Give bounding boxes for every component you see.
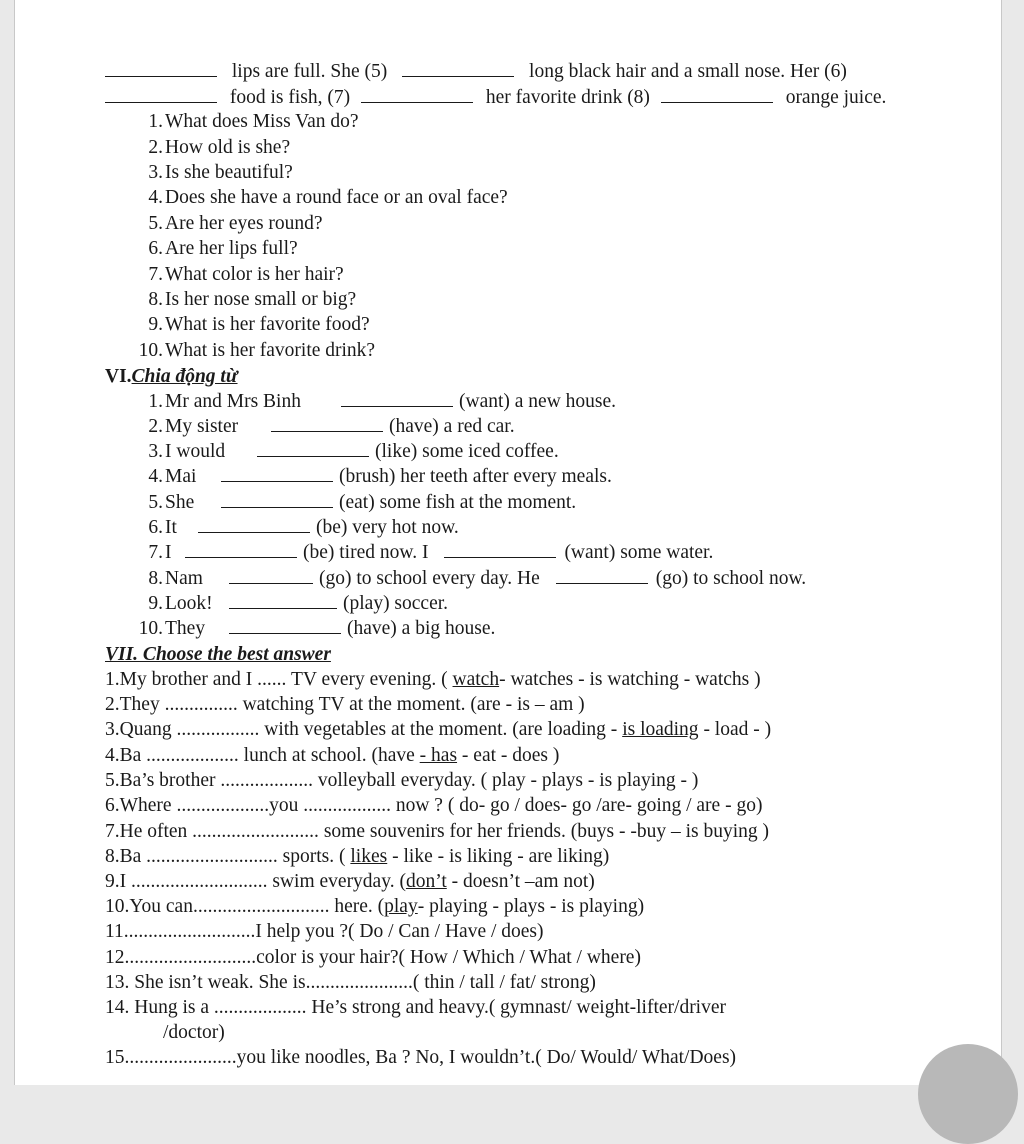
question-text: What is her favorite drink? bbox=[165, 340, 376, 361]
blank[interactable] bbox=[185, 541, 297, 558]
blank[interactable] bbox=[444, 541, 556, 558]
choice-options: - doesn’t –am not) bbox=[446, 871, 595, 892]
blank[interactable] bbox=[257, 440, 369, 457]
choice-options: - playing - plays - is playing) bbox=[417, 896, 645, 917]
choice-text: TV every evening. ( bbox=[286, 669, 453, 690]
section-number: VI. bbox=[105, 366, 132, 387]
item-number: 10. bbox=[138, 618, 163, 639]
section-title: Chia động từ bbox=[131, 366, 238, 387]
question-text: How old is she? bbox=[165, 137, 291, 158]
subject-text: Mr and Mrs Binh bbox=[165, 391, 301, 412]
question-text: Does she have a round face or an oval face? bbox=[165, 187, 508, 208]
choice-stem: 8.Ba ........................... bbox=[105, 846, 278, 867]
subject-text: It bbox=[165, 517, 177, 538]
intro-line-1 bbox=[105, 60, 847, 84]
section-6-heading bbox=[105, 365, 238, 389]
question-number: 5. bbox=[148, 213, 163, 234]
subject-text: My sister bbox=[165, 416, 239, 437]
verb-hint: (have) a red car. bbox=[389, 416, 515, 437]
blank[interactable] bbox=[105, 60, 217, 77]
item-number: 2. bbox=[148, 416, 163, 437]
choice-item bbox=[105, 1046, 736, 1070]
item-number: 6. bbox=[148, 517, 163, 538]
choice-stem: 13. She isn’t weak. She is...................... bbox=[105, 972, 413, 993]
question-text: What is her favorite food? bbox=[165, 314, 370, 335]
blank[interactable] bbox=[402, 60, 514, 77]
blank[interactable] bbox=[229, 592, 337, 609]
choice-text: watching TV at the moment. (are - is – am ) bbox=[237, 694, 585, 715]
intro-text: food is fish, (7) bbox=[229, 87, 351, 108]
choice-stem: 10.You can............................ bbox=[105, 896, 330, 917]
choice-options: - like - is liking - are liking) bbox=[387, 846, 610, 867]
choice-text: some souvenirs for her friends. (buys - -buy – is buying ) bbox=[318, 821, 769, 842]
choice-text: volleyball everyday. ( play - plays - is playing - ) bbox=[312, 770, 699, 791]
choice-text: swim everyday. ( bbox=[267, 871, 406, 892]
blank[interactable] bbox=[221, 491, 333, 508]
intro-text: orange juice. bbox=[785, 87, 887, 108]
blank[interactable] bbox=[361, 86, 473, 103]
question-number: 4. bbox=[148, 187, 163, 208]
blank[interactable] bbox=[221, 465, 333, 482]
blank[interactable] bbox=[341, 390, 453, 407]
verb-hint: (like) some iced coffee. bbox=[375, 441, 559, 462]
choice-item bbox=[105, 845, 609, 869]
choice-item bbox=[105, 971, 596, 995]
choice-text: now ? ( do- go / does- go /are- going / are - go) bbox=[390, 795, 763, 816]
choice-item bbox=[105, 996, 726, 1020]
question-number: 6. bbox=[148, 238, 163, 259]
choice-stem: 5.Ba’s brother ................... bbox=[105, 770, 313, 791]
question-number: 3. bbox=[148, 162, 163, 183]
intro-line-2 bbox=[105, 86, 886, 110]
question-number: 7. bbox=[148, 264, 163, 285]
choice-text: here. ( bbox=[329, 896, 385, 917]
choice-item bbox=[105, 718, 771, 742]
choice-text: ( thin / tall / fat/ strong) bbox=[412, 972, 596, 993]
subject-text: Look! bbox=[165, 593, 213, 614]
item-number: 5. bbox=[148, 492, 163, 513]
item-number: 3. bbox=[148, 441, 163, 462]
question-text: Are her lips full? bbox=[165, 238, 298, 259]
choice-text: lunch at school. (have bbox=[238, 745, 420, 766]
choice-stem: 14. Hung is a ................... bbox=[105, 997, 307, 1018]
choice-item bbox=[105, 693, 585, 717]
marked-answer: - has bbox=[419, 745, 458, 766]
blank[interactable] bbox=[229, 567, 313, 584]
choice-stem: 2.They ............... bbox=[105, 694, 238, 715]
choice-stem: 11........................... bbox=[105, 921, 256, 942]
choice-stem: 15....................... bbox=[105, 1047, 237, 1068]
choice-stem: /doctor) bbox=[163, 1022, 225, 1043]
verb-hint: (eat) some fish at the moment. bbox=[339, 492, 577, 513]
subject-text: I would bbox=[165, 441, 226, 462]
choice-stem: 9.I ............................ bbox=[105, 871, 268, 892]
subject-text: She bbox=[165, 492, 195, 513]
choice-text: color is your hair?( How / Which / What / where) bbox=[256, 947, 641, 968]
section-7-heading bbox=[105, 643, 331, 667]
intro-text: long black hair and a small nose. Her (6) bbox=[529, 61, 847, 82]
choice-text: with vegetables at the moment. (are loading - bbox=[259, 719, 623, 740]
choice-item bbox=[105, 870, 595, 894]
verb-hint: (be) tired now. I bbox=[303, 542, 429, 563]
item-number: 9. bbox=[148, 593, 163, 614]
choice-text: you like noodles, Ba ? No, I wouldn’t.( Do/ Would/ What/Does) bbox=[236, 1047, 737, 1068]
blank[interactable] bbox=[661, 86, 773, 103]
question-number: 1. bbox=[148, 111, 163, 132]
choice-item bbox=[105, 895, 644, 919]
verb-hint: (brush) her teeth after every meals. bbox=[339, 466, 612, 487]
choice-options: - watches - is watching - watchs ) bbox=[499, 669, 761, 690]
question-text: What does Miss Van do? bbox=[165, 111, 359, 132]
choice-item bbox=[105, 744, 559, 768]
verb-hint: (go) to school now. bbox=[655, 568, 807, 589]
question-number: 9. bbox=[148, 314, 163, 335]
verb-hint: (want) some water. bbox=[564, 542, 714, 563]
item-number: 7. bbox=[148, 542, 163, 563]
verb-hint: (want) a new house. bbox=[459, 391, 617, 412]
choice-options: - eat - does ) bbox=[457, 745, 560, 766]
blank[interactable] bbox=[556, 567, 648, 584]
subject-text: Mai bbox=[165, 466, 197, 487]
marked-answer: play bbox=[384, 896, 418, 917]
question-number: 2. bbox=[148, 137, 163, 158]
worksheet-page bbox=[14, 0, 1002, 1085]
verb-hint: (be) very hot now. bbox=[316, 517, 459, 538]
choice-item bbox=[105, 769, 698, 793]
choice-text: I help you ?( Do / Can / Have / does) bbox=[255, 921, 544, 942]
verb-hint: (play) soccer. bbox=[343, 593, 449, 614]
question-text: Is she beautiful? bbox=[165, 162, 293, 183]
choice-stem: 3.Quang ................. bbox=[105, 719, 260, 740]
choice-options: - load - ) bbox=[698, 719, 772, 740]
blank[interactable] bbox=[198, 516, 310, 533]
question-number: 8. bbox=[148, 289, 163, 310]
question-text: Are her eyes round? bbox=[165, 213, 323, 234]
subject-text: Nam bbox=[165, 568, 203, 589]
question-text: What color is her hair? bbox=[165, 264, 344, 285]
item-number: 1. bbox=[148, 391, 163, 412]
choice-stem: 12........................... bbox=[105, 947, 257, 968]
choice-stem: 4.Ba ................... bbox=[105, 745, 239, 766]
question-number: 10. bbox=[138, 340, 163, 361]
item-number: 8. bbox=[148, 568, 163, 589]
item-number: 4. bbox=[148, 466, 163, 487]
verb-hint: (go) to school every day. He bbox=[319, 568, 540, 589]
subject-text: They bbox=[165, 618, 206, 639]
marked-answer: likes bbox=[350, 846, 388, 867]
choice-text: He’s strong and heavy.( gymnast/ weight-lifter/driver bbox=[306, 997, 726, 1018]
choice-item bbox=[105, 946, 641, 970]
choice-stem: 7.He often .......................... bbox=[105, 821, 319, 842]
choice-item bbox=[163, 1021, 225, 1045]
subject-text: I bbox=[165, 542, 172, 563]
marked-answer: don’t bbox=[405, 871, 447, 892]
choice-item bbox=[105, 794, 762, 818]
intro-text: lips are full. She (5) bbox=[231, 61, 388, 82]
choice-item bbox=[105, 920, 544, 944]
marked-answer: watch bbox=[452, 669, 500, 690]
question-text: Is her nose small or big? bbox=[165, 289, 357, 310]
blank[interactable] bbox=[105, 86, 217, 103]
scroll-corner-button[interactable] bbox=[918, 1044, 1018, 1144]
choice-stem: 6.Where ...................you .................. bbox=[105, 795, 391, 816]
choice-text: sports. ( bbox=[277, 846, 351, 867]
intro-text: her favorite drink (8) bbox=[485, 87, 650, 108]
verb-hint: (have) a big house. bbox=[347, 618, 496, 639]
blank[interactable] bbox=[271, 415, 383, 432]
choice-item bbox=[105, 668, 761, 692]
choice-item bbox=[105, 820, 769, 844]
choice-stem: 1.My brother and I ...... bbox=[105, 669, 287, 690]
marked-answer: is loading bbox=[622, 719, 699, 740]
blank[interactable] bbox=[229, 617, 341, 634]
section-title: VII. Choose the best answer bbox=[105, 644, 331, 665]
